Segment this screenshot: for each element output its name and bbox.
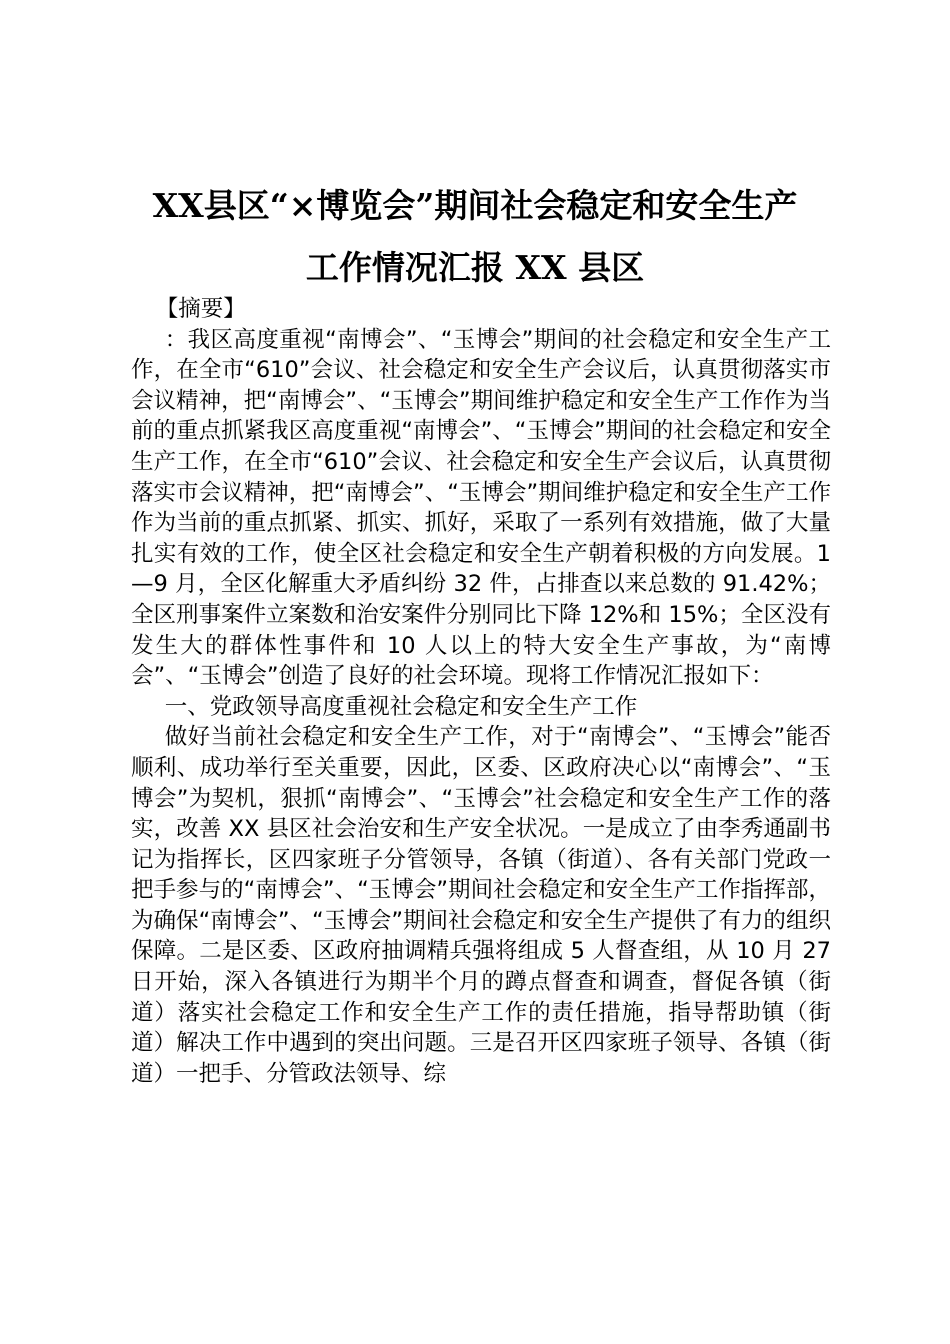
document-title-line-2: 工作情况汇报 XX 县区 (305, 248, 645, 287)
document-body (131, 294, 831, 1089)
abstract-label: 【摘要】 (155, 296, 246, 322)
section-paragraph-1: 做好当前社会稳定和安全生产工作，对于“南博会”、“玉博会”能否顺利、成功举行至关重要，因此，区委、区政府决心以“南博会”、“玉博会”为契机，狠抓“南博会”、“玉博会”社会稳定和安全生产工作的落实，改善 XX 县区社会治安和生产安全状况。一是成立了由李秀通副书记为指挥长，区四家班子分管领导，各镇（街道）、各有关部门党政一把手参与的“南博会”、“玉博会”期间社会稳定和安全生产工作指挥部，为确保“南博会”、“玉博会”期间社会稳定和安全生产提供了有力的组织保障。二是区委、区政府抽调精兵强将组成 5 人督查组，从 10 月 27 日开始，深入各镇进行为期半个月的蹲点督查和调查，督促各镇（街道）落实社会稳定工作和安全生产工作的责任措施，指导帮助镇（街道）解决工作中遇到的突出问题。三是召开区四家班子领导、各镇（街道）一把手、分管政法领导、综 (131, 724, 831, 1087)
section-heading-1: 一、党政领导高度重视社会稳定和安全生产工作 (164, 693, 638, 720)
document-title-line-1: XX县区“×博览会”期间社会稳定和安全生产 (152, 186, 798, 225)
abstract-paragraph: ：我区高度重视“南博会”、“玉博会”期间的社会稳定和安全生产工作，在全市“610”会议、社会稳定和安全生产会议后，认真贯彻落实市会议精神，把“南博会”、“玉博会”期间维护稳定和安全生产工作作为当前的重点抓紧我区高度重视“南博会”、“玉博会”期间的社会稳定和安全生产工作，在全市“610”会议、社会稳定和安全生产会议后，认真贯彻落实市会议精神，把“南博会”、“玉博会”期间维护稳定和安全生产工作作为当前的重点抓紧、抓实、抓好，采取了一系列有效措施，做了大量扎实有效的工作，使全区社会稳定和安全生产朝着积极的方向发展。1—9 月，全区化解重大矛盾纠纷 32 件，占排查以来总数的 91.42%；全区刑事案件立案数和治安案件分别同比下降 12%和 15%；全区没有发生大的群体性事件和 10 人以上的特大安全生产事故，为“南博会”、“玉博会”创造了良好的社会环境。现将工作情况汇报如下： (131, 326, 831, 690)
